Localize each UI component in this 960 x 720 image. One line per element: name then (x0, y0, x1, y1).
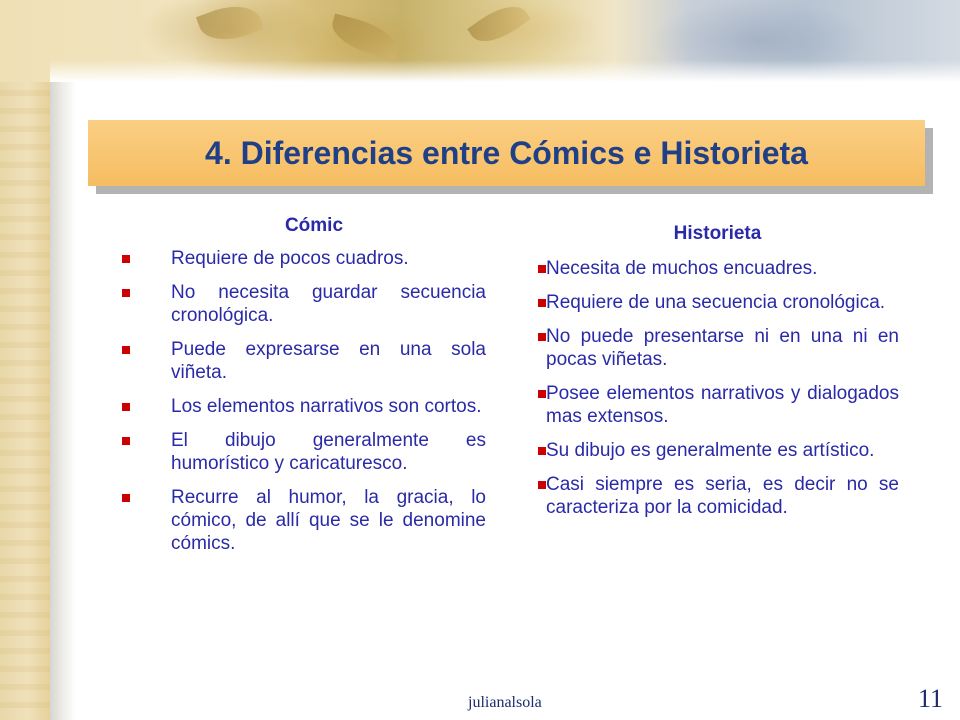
historieta-list (536, 257, 899, 519)
historieta-heading: Historieta (673, 223, 762, 244)
left-decorative-strip (0, 0, 50, 720)
list-item (536, 291, 899, 314)
slide-title: 4. Diferencias entre Cómics e Historieta (205, 134, 808, 171)
title-box (88, 120, 925, 186)
list-item-text: Los elementos narrativos son cortos. (171, 396, 482, 417)
list-item-text: Necesita de muchos encuadres. (546, 258, 818, 279)
square-bullet-icon (538, 481, 546, 489)
square-bullet-icon (538, 265, 546, 273)
square-bullet-icon (538, 390, 546, 398)
top-decorative-banner (0, 0, 960, 82)
list-item-text: Requiere de pocos cuadros. (171, 248, 409, 269)
list-item (122, 395, 486, 418)
page-number: 11 (918, 684, 944, 713)
list-item (536, 382, 899, 428)
square-bullet-icon (538, 447, 546, 455)
footer-author: julianalsola (468, 694, 542, 711)
list-item (536, 439, 899, 462)
list-item-text: No necesita guardar secuencia cronológica. (171, 282, 486, 326)
list-item-text: Su dibujo es generalmente es artístico. (546, 440, 875, 461)
list-item-text: Requiere de una secuencia cronológica. (546, 292, 886, 313)
square-bullet-icon (122, 494, 130, 502)
square-bullet-icon (122, 346, 130, 354)
square-bullet-icon (122, 289, 130, 297)
list-item-text: No puede presentarse ni en una ni en pocas viñetas. (546, 326, 899, 370)
square-bullet-icon (122, 255, 130, 263)
historieta-column (536, 222, 899, 530)
list-item (122, 486, 486, 555)
square-bullet-icon (538, 333, 546, 341)
comic-heading: Cómic (284, 215, 344, 236)
square-bullet-icon (122, 403, 130, 411)
list-item (536, 325, 899, 371)
list-item (122, 429, 486, 475)
strip-shadow (50, 0, 76, 720)
comic-list (122, 247, 486, 555)
list-item-text: El dibujo generalmente es humorístico y caricaturesco. (171, 430, 486, 474)
square-bullet-icon (538, 299, 546, 307)
list-item (122, 247, 486, 270)
list-item (536, 473, 899, 519)
list-item (122, 338, 486, 384)
list-item-text: Posee elementos narrativos y dialogados mas extensos. (546, 383, 899, 427)
list-item-text: Recurre al humor, la gracia, lo cómico, de allí que se le denomine cómics. (171, 487, 486, 554)
list-item (536, 257, 899, 280)
list-item-text: Puede expresarse en una sola viñeta. (171, 339, 486, 383)
list-item-text: Casi siempre es seria, es decir no se caracteriza por la comicidad. (546, 474, 899, 518)
comic-column (122, 214, 486, 566)
list-item (122, 281, 486, 327)
square-bullet-icon (122, 437, 130, 445)
